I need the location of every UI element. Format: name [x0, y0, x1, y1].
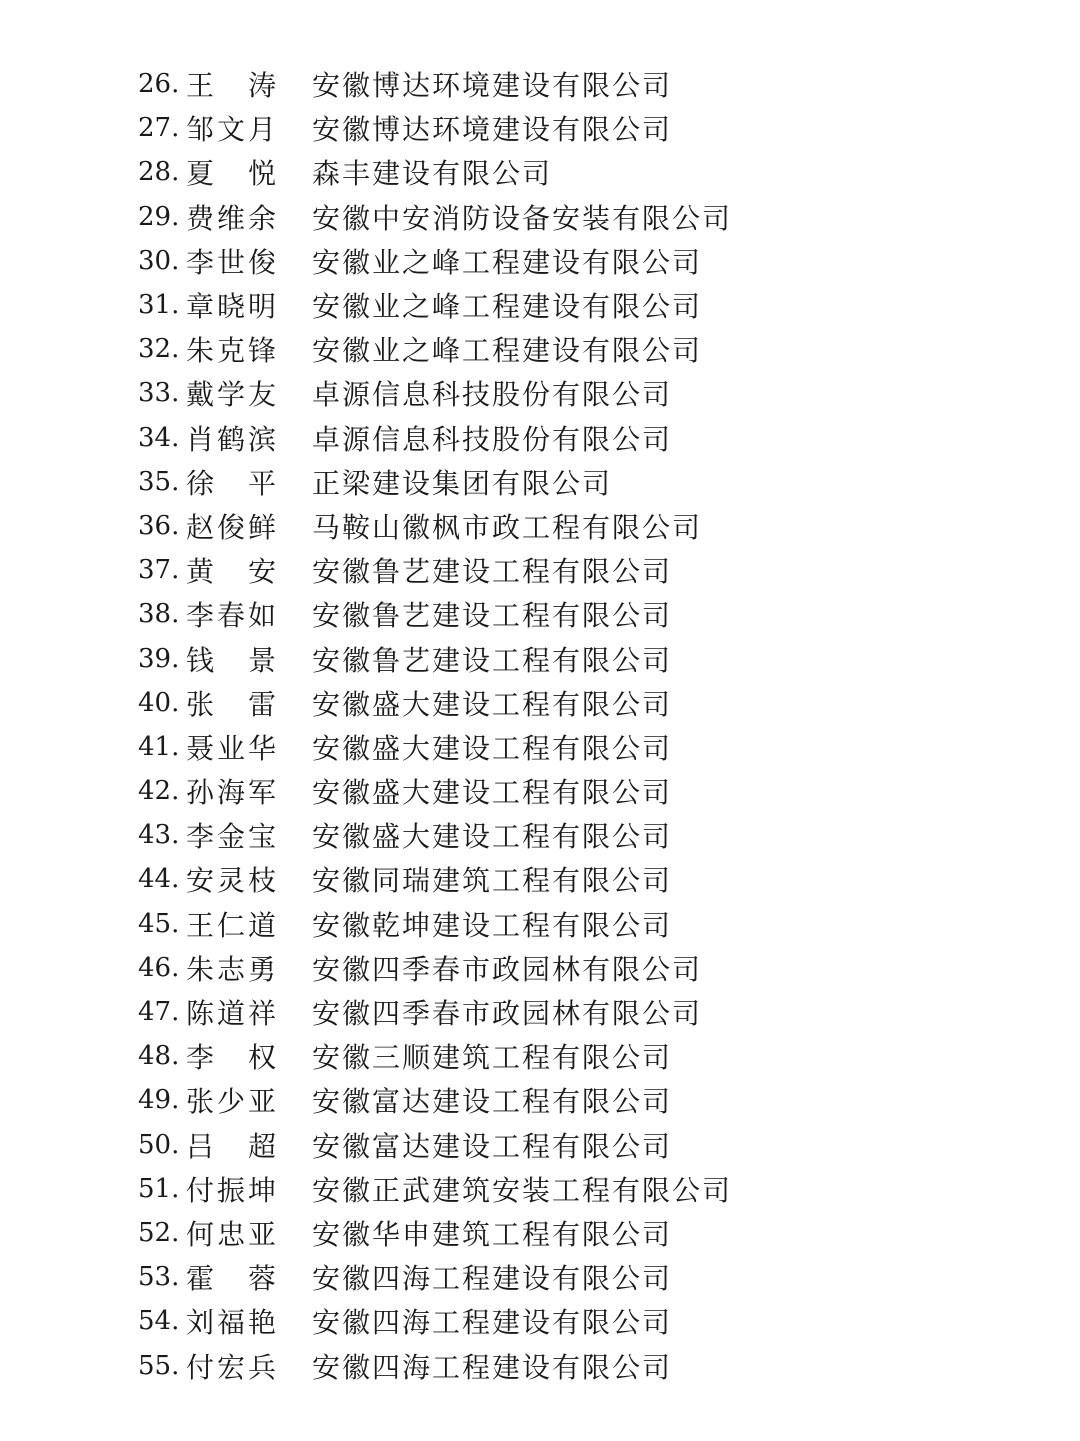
company-name: 安徽四季春市政园林有限公司: [312, 952, 703, 986]
item-number: 33.: [138, 378, 180, 409]
company-name: 安徽富达建设工程有限公司: [312, 1085, 673, 1119]
company-name: 安徽鲁艺建设工程有限公司: [312, 643, 673, 677]
list-item: [138, 1167, 1038, 1211]
list-item: [138, 195, 1038, 239]
person-name: 刘福艳: [186, 1306, 280, 1340]
list-item: [138, 460, 1038, 504]
person-name: 戴学友: [186, 378, 280, 412]
list-item: [138, 636, 1038, 680]
company-name: 安徽盛大建设工程有限公司: [312, 687, 673, 721]
company-name: 安徽富达建设工程有限公司: [312, 1129, 673, 1163]
list-item: [138, 1078, 1038, 1122]
item-number: 35.: [138, 466, 180, 497]
company-name: 安徽四海工程建设有限公司: [312, 1306, 673, 1340]
person-name: 徐 平: [186, 466, 280, 500]
person-name: 王仁道: [186, 908, 280, 942]
company-name: 安徽盛大建设工程有限公司: [312, 776, 673, 810]
company-name: 安徽三顺建筑工程有限公司: [312, 1041, 673, 1075]
item-number: 37.: [138, 555, 180, 586]
list-item: [138, 150, 1038, 194]
company-name: 卓源信息科技股份有限公司: [312, 378, 673, 412]
company-name: 安徽业之峰工程建设有限公司: [312, 334, 703, 368]
person-name: 何忠亚: [186, 1217, 280, 1251]
company-name: 安徽乾坤建设工程有限公司: [312, 908, 673, 942]
item-number: 49.: [138, 1085, 180, 1116]
person-name: 肖鹤滨: [186, 422, 280, 456]
person-name: 张少亚: [186, 1085, 280, 1119]
list-item: [138, 548, 1038, 592]
company-name: 安徽鲁艺建设工程有限公司: [312, 555, 673, 589]
list-item: [138, 990, 1038, 1034]
company-name: 安徽四海工程建设有限公司: [312, 1262, 673, 1296]
list-item: [138, 283, 1038, 327]
person-name: 钱 景: [186, 643, 280, 677]
item-number: 28.: [138, 157, 180, 188]
company-name: 安徽盛大建设工程有限公司: [312, 731, 673, 765]
item-number: 52.: [138, 1217, 180, 1248]
list-item: [138, 902, 1038, 946]
person-name: 朱克锋: [186, 334, 280, 368]
person-name: 夏 悦: [186, 157, 280, 191]
person-name: 赵俊鲜: [186, 510, 280, 544]
person-name: 李金宝: [186, 820, 280, 854]
list-item: [138, 1299, 1038, 1343]
person-name: 李世俊: [186, 245, 280, 279]
company-name: 安徽鲁艺建设工程有限公司: [312, 599, 673, 633]
company-name: 安徽同瑞建筑工程有限公司: [312, 864, 673, 898]
item-number: 26.: [138, 69, 180, 100]
item-number: 45.: [138, 908, 180, 939]
list-item: [138, 1343, 1038, 1387]
item-number: 34.: [138, 422, 180, 453]
person-name: 安灵枝: [186, 864, 280, 898]
list-item: [138, 1034, 1038, 1078]
company-name: 正梁建设集团有限公司: [312, 466, 613, 500]
item-number: 54.: [138, 1306, 180, 1337]
list-item: [138, 857, 1038, 901]
company-name: 安徽中安消防设备安装有限公司: [312, 201, 733, 235]
company-name: 森丰建设有限公司: [312, 157, 553, 191]
person-name: 朱志勇: [186, 952, 280, 986]
person-name: 黄 安: [186, 555, 280, 589]
item-number: 38.: [138, 599, 180, 630]
person-name: 霍 蓉: [186, 1262, 280, 1296]
list-item: [138, 416, 1038, 460]
item-number: 29.: [138, 201, 180, 232]
item-number: 51.: [138, 1173, 180, 1204]
item-number: 43.: [138, 820, 180, 851]
person-name: 付宏兵: [186, 1350, 280, 1384]
list-item: [138, 504, 1038, 548]
item-number: 55.: [138, 1350, 180, 1381]
item-number: 30.: [138, 245, 180, 276]
person-name: 王 涛: [186, 69, 280, 103]
company-name: 安徽华申建筑工程有限公司: [312, 1217, 673, 1251]
list-item: [138, 813, 1038, 857]
company-name: 安徽四海工程建设有限公司: [312, 1350, 673, 1384]
person-name: 邹文月: [186, 113, 280, 147]
person-name: 孙海军: [186, 776, 280, 810]
company-name: 安徽博达环境建设有限公司: [312, 69, 673, 103]
item-number: 50.: [138, 1129, 180, 1160]
item-number: 47.: [138, 997, 180, 1028]
item-number: 40.: [138, 687, 180, 718]
person-name: 李 权: [186, 1041, 280, 1075]
list-item: [138, 725, 1038, 769]
list-item: [138, 681, 1038, 725]
list-item: [138, 371, 1038, 415]
item-number: 27.: [138, 113, 180, 144]
item-number: 39.: [138, 643, 180, 674]
item-number: 31.: [138, 290, 180, 321]
item-number: 41.: [138, 731, 180, 762]
company-name: 安徽正武建筑安装工程有限公司: [312, 1173, 733, 1207]
list-item: [138, 946, 1038, 990]
company-name: 安徽四季春市政园林有限公司: [312, 997, 703, 1031]
list-item: [138, 239, 1038, 283]
company-name: 安徽业之峰工程建设有限公司: [312, 290, 703, 324]
list-item: [138, 106, 1038, 150]
item-number: 44.: [138, 864, 180, 895]
item-number: 42.: [138, 776, 180, 807]
item-number: 36.: [138, 510, 180, 541]
person-name: 陈道祥: [186, 997, 280, 1031]
list-item: [138, 1255, 1038, 1299]
name-list: [138, 62, 1038, 1388]
person-name: 付振坤: [186, 1173, 280, 1207]
person-name: 费维余: [186, 201, 280, 235]
item-number: 46.: [138, 952, 180, 983]
person-name: 吕 超: [186, 1129, 280, 1163]
list-item: [138, 62, 1038, 106]
company-name: 安徽业之峰工程建设有限公司: [312, 245, 703, 279]
list-item: [138, 1123, 1038, 1167]
list-item: [138, 769, 1038, 813]
company-name: 马鞍山徽枫市政工程有限公司: [312, 510, 703, 544]
company-name: 安徽博达环境建设有限公司: [312, 113, 673, 147]
person-name: 李春如: [186, 599, 280, 633]
item-number: 48.: [138, 1041, 180, 1072]
list-item: [138, 1211, 1038, 1255]
person-name: 聂业华: [186, 731, 280, 765]
person-name: 张 雷: [186, 687, 280, 721]
list-item: [138, 592, 1038, 636]
list-item: [138, 327, 1038, 371]
person-name: 章晓明: [186, 290, 280, 324]
company-name: 安徽盛大建设工程有限公司: [312, 820, 673, 854]
item-number: 53.: [138, 1262, 180, 1293]
item-number: 32.: [138, 334, 180, 365]
company-name: 卓源信息科技股份有限公司: [312, 422, 673, 456]
